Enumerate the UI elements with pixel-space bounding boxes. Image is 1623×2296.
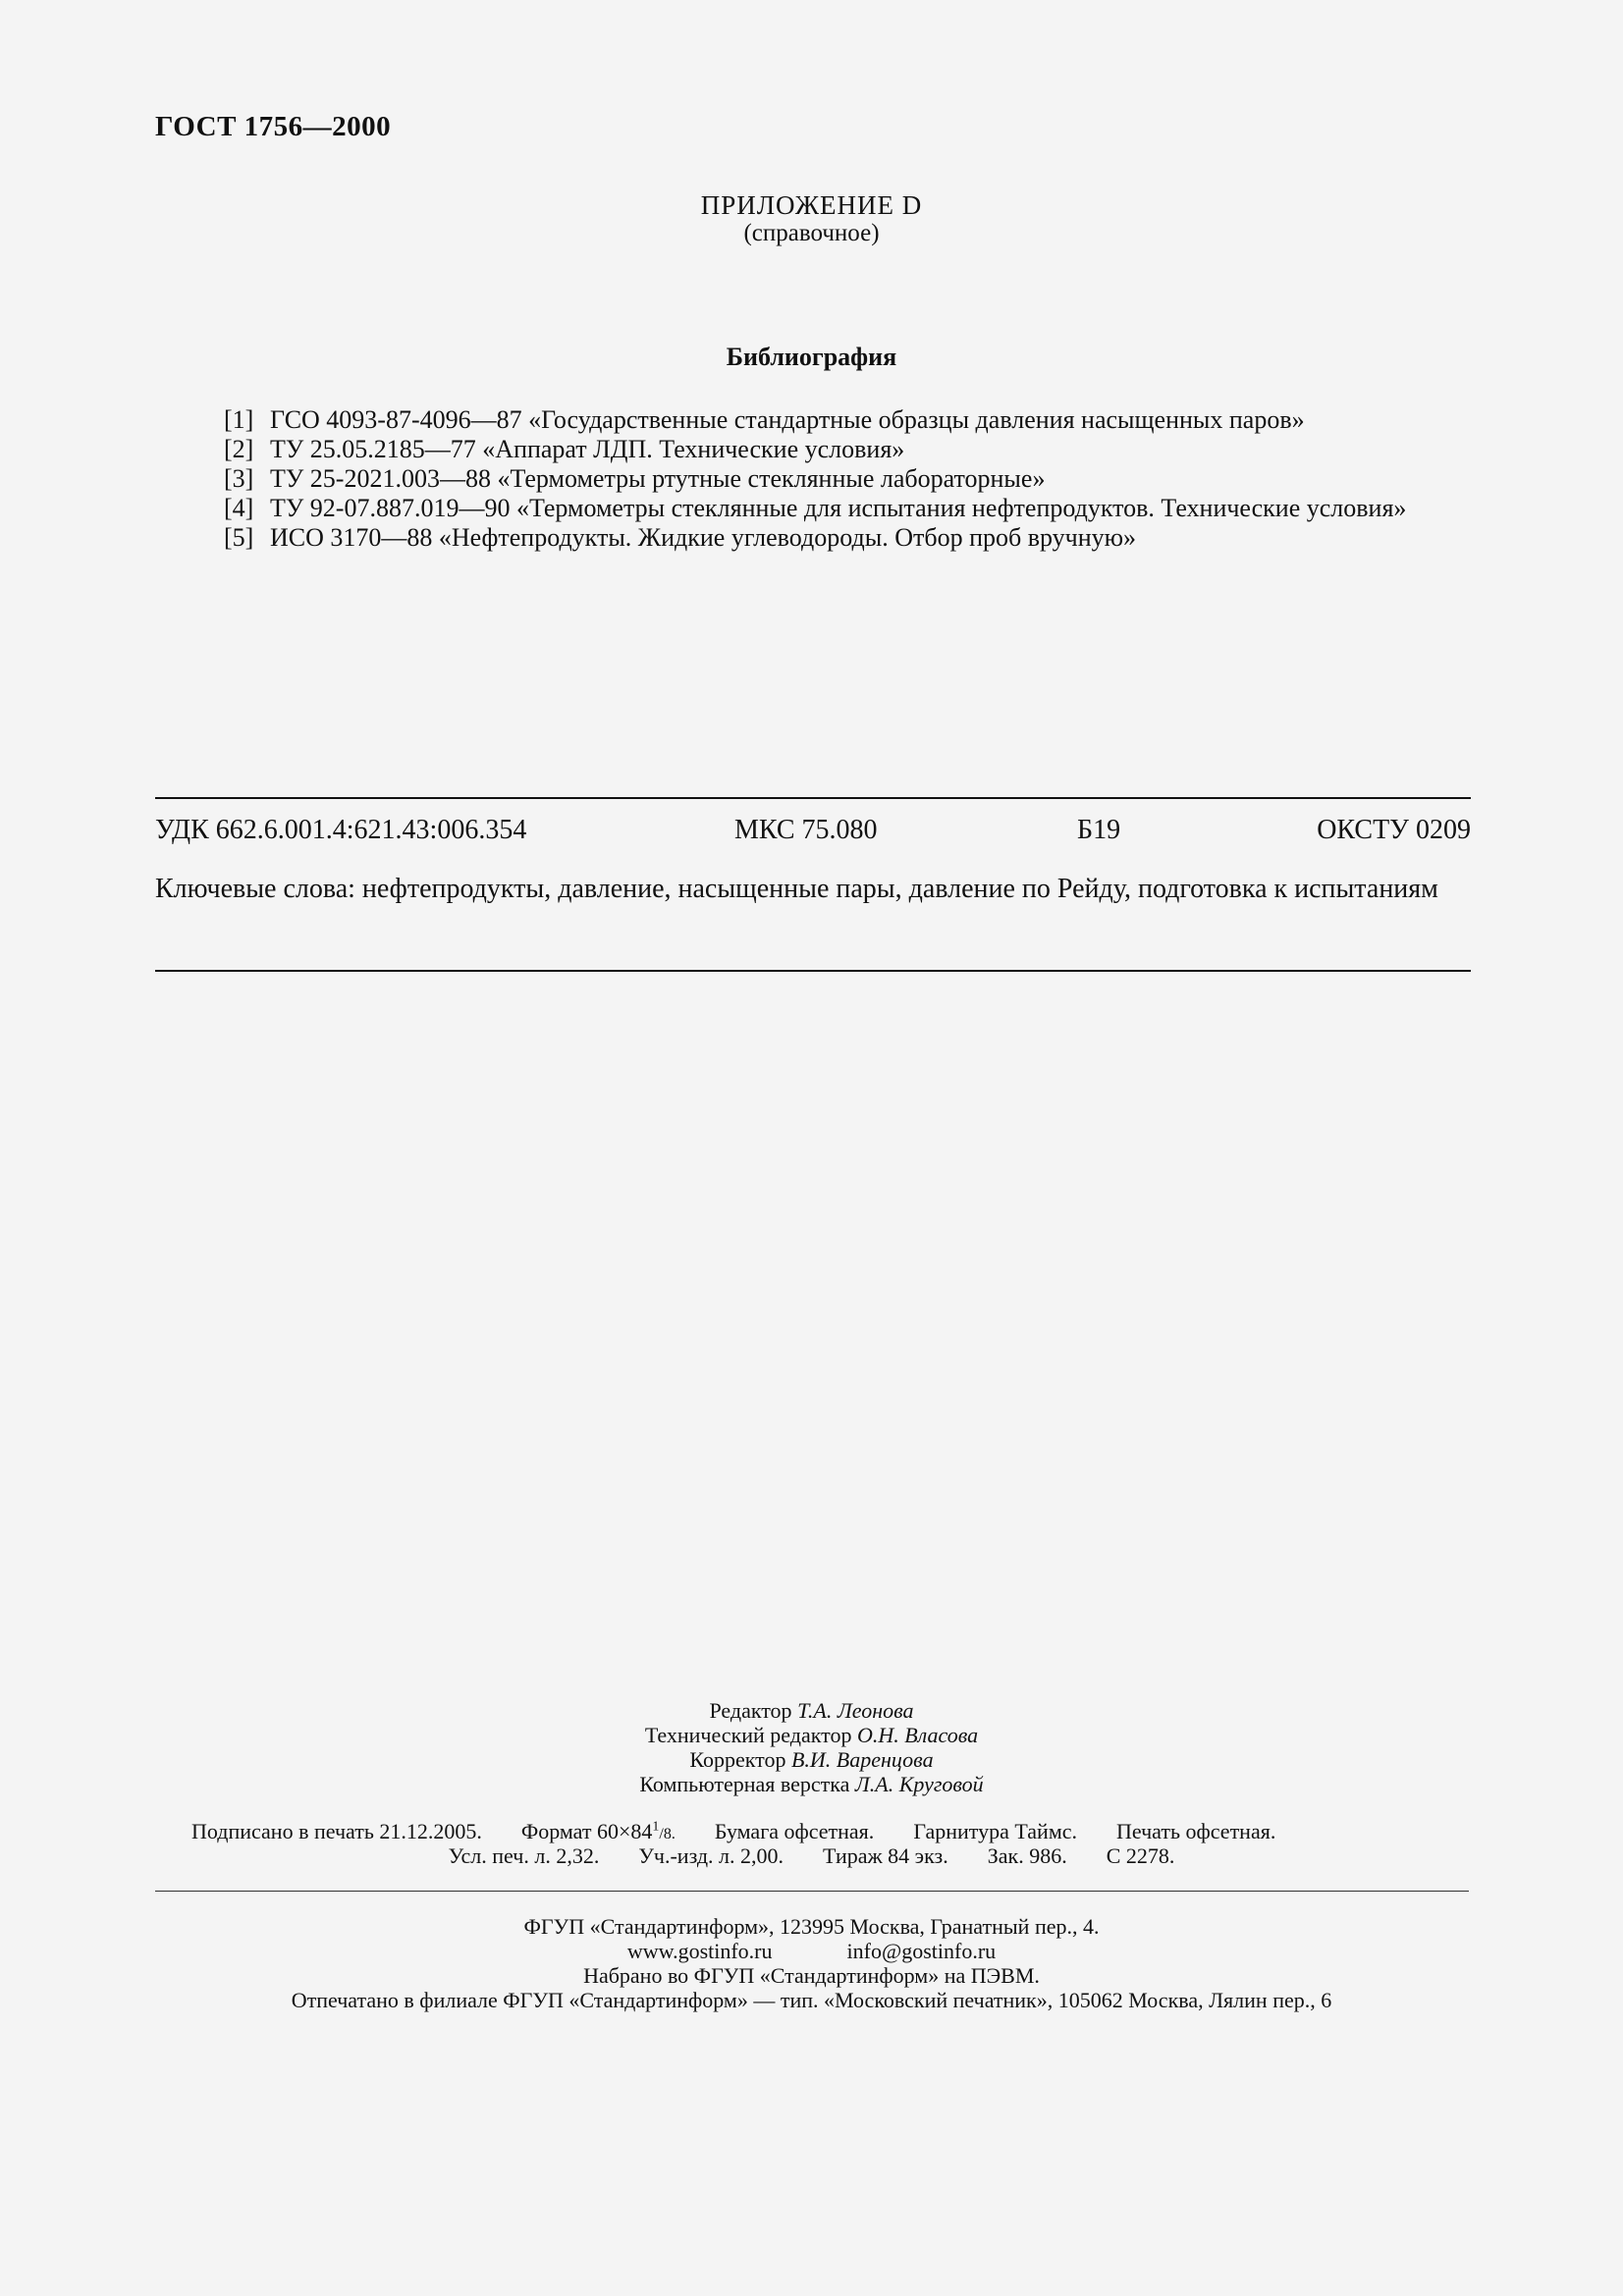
credit-name: Т.А. Леонова [797,1698,914,1723]
order-number: Зак. 986. [987,1843,1067,1868]
divider-top [155,797,1471,799]
signed-date: Подписано в печать 21.12.2005. [191,1819,482,1843]
bibliography-item-text: ГСО 4093-87-4096—87 «Государственные стандартные образцы давления насыщенных паров» [270,405,1305,434]
credit-name: В.И. Варенцова [790,1747,934,1772]
keywords: Ключевые слова: нефтепродукты, давление, насыщенные пары, давление по Рейду, подготовка к испытаниям [155,874,1438,904]
credit-name: О.Н. Власова [856,1723,979,1747]
bibliography-item [224,405,1406,435]
printing-type: Печать офсетная. [1116,1819,1276,1843]
appendix-title: ПРИЛОЖЕНИЕ D [700,190,923,220]
publisher-address: ФГУП «Стандартинформ», 123995 Москва, Гранатный пер., 4. [523,1914,1100,1939]
typeset-note: Набрано во ФГУП «Стандартинформ» на ПЭВМ. [583,1963,1040,1988]
bibliography-item [224,464,1406,494]
bibliography-item-text: ИСО 3170—88 «Нефтепродукты. Жидкие углеводороды. Отбор проб вручную» [270,523,1137,552]
credit-role: Компьютерная верстка [639,1772,850,1796]
circulation: Тираж 84 экз. [823,1843,948,1868]
appendix-subtitle: (справочное) [743,220,880,246]
bibliography-item [224,435,1406,464]
bibliography-item-number: [4] [224,494,254,522]
mks-code: МКС 75.080 [734,815,878,845]
bibliography-item [224,494,1406,523]
okstu-code: ОКСТУ 0209 [1317,815,1471,845]
bibliography-heading: Библиография [726,343,897,371]
bibliography-item-number: [2] [224,435,254,463]
credit-editor [0,1698,1623,1723]
credit-role: Технический редактор [644,1723,852,1747]
document-code: ГОСТ 1756—2000 [155,111,392,142]
divider-bottom [155,970,1471,972]
paper-type: Бумага офсетная. [714,1819,875,1843]
publisher-email[interactable]: info@gostinfo.ru [846,1939,997,1963]
print-code: С 2278. [1106,1843,1175,1868]
print-format: Формат $60\times 84^1/8$. [520,1819,676,1843]
bibliography-item-number: [1] [224,405,254,434]
bibliography-item-number: [3] [224,464,254,493]
credit-role: Редактор [709,1698,792,1723]
credit-name: Л.А. Круговой [854,1772,984,1796]
bibliography-item-number: [5] [224,523,254,552]
credit-proofreader [0,1747,1623,1772]
publisher-website[interactable]: www.gostinfo.ru [626,1939,773,1963]
printed-note: Отпечатано в филиале ФГУП «Стандартинформ» — тип. «Московский печатник», 105062 Москва, Лялин пер., 6 [291,1988,1332,2012]
typeface: Гарнитура Таймс. [913,1819,1077,1843]
bibliography-item [224,523,1406,553]
credit-tech-editor [0,1723,1623,1747]
group-code: Б19 [1077,815,1121,845]
print-info-line-1 [191,1819,1429,1844]
print-info-line-2 [0,1843,1623,1869]
bibliography-item-text: ТУ 92-07.887.019—90 «Термометры стеклянные для испытания нефтепродуктов. Технические условия» [270,494,1407,522]
publisher-contacts [0,1939,1623,1964]
edition-sheets: Уч.-изд. л. 2,00. [638,1843,784,1868]
credit-layout [0,1772,1623,1796]
bibliography-item-text: ТУ 25-2021.003—88 «Термометры ртутные стеклянные лабораторные» [270,464,1046,493]
print-sheets: Усл. печ. л. 2,32. [448,1843,600,1868]
udk-code: УДК 662.6.001.4:621.43:006.354 [155,815,527,845]
bibliography-list [224,405,1406,553]
imprint-divider [155,1891,1469,1892]
credit-role: Корректор [689,1747,786,1772]
bibliography-item-text: ТУ 25.05.2185—77 «Аппарат ЛДП. Технические условия» [270,435,905,463]
